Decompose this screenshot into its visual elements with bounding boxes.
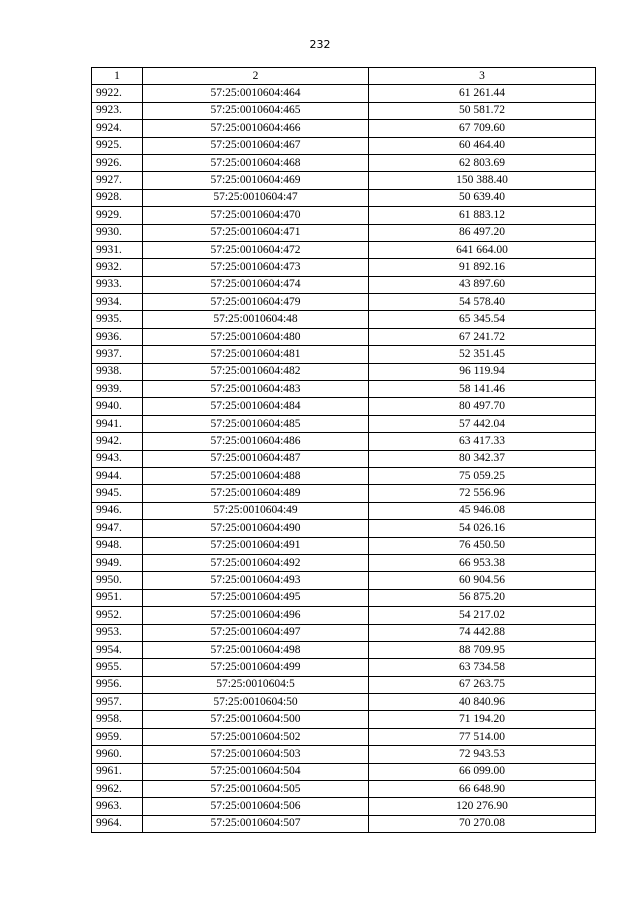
cadastral-value-cell: 63 734.58 [369,659,596,676]
cadastral-number-cell: 57:25:0010604:47 [143,189,369,206]
cadastral-value-cell: 54 217.02 [369,607,596,624]
table-body [92,85,596,833]
table-row [92,572,596,589]
cadastral-number-cell: 57:25:0010604:485 [143,415,369,432]
table-row [92,381,596,398]
cadastral-value-cell: 72 556.96 [369,485,596,502]
table-row [92,711,596,728]
table-row [92,798,596,815]
cadastral-number-cell: 57:25:0010604:471 [143,224,369,241]
row-number-cell: 9941. [92,415,143,432]
column-header-1: 1 [92,68,143,85]
row-number-cell: 9956. [92,676,143,693]
table-row [92,137,596,154]
cadastral-number-cell: 57:25:0010604:490 [143,520,369,537]
cadastral-number-cell: 57:25:0010604:487 [143,450,369,467]
table-row [92,746,596,763]
row-number-cell: 9957. [92,694,143,711]
cadastral-value-cell: 54 578.40 [369,294,596,311]
table-row [92,641,596,658]
row-number-cell: 9939. [92,381,143,398]
row-number-cell: 9935. [92,311,143,328]
cadastral-value-cell: 120 276.90 [369,798,596,815]
cadastral-number-cell: 57:25:0010604:484 [143,398,369,415]
cadastral-value-cell: 72 943.53 [369,746,596,763]
row-number-cell: 9964. [92,815,143,832]
cadastral-number-cell: 57:25:0010604:497 [143,624,369,641]
table-row [92,224,596,241]
cadastral-number-cell: 57:25:0010604:482 [143,363,369,380]
cadastral-value-cell: 74 442.88 [369,624,596,641]
row-number-cell: 9932. [92,259,143,276]
cadastral-value-cell: 66 099.00 [369,763,596,780]
cadastral-number-cell: 57:25:0010604:506 [143,798,369,815]
table-row [92,502,596,519]
cadastral-number-cell: 57:25:0010604:488 [143,467,369,484]
cadastral-value-cell: 70 270.08 [369,815,596,832]
table-row [92,154,596,171]
table-row [92,624,596,641]
table-row [92,363,596,380]
table-row [92,676,596,693]
cadastral-value-cell: 75 059.25 [369,467,596,484]
table-row [92,537,596,554]
row-number-cell: 9955. [92,659,143,676]
cadastral-value-cell: 61 261.44 [369,85,596,102]
table-row [92,120,596,137]
row-number-cell: 9927. [92,172,143,189]
cadastral-number-cell: 57:25:0010604:502 [143,728,369,745]
cadastral-value-cell: 80 342.37 [369,450,596,467]
row-number-cell: 9952. [92,607,143,624]
cadastral-number-cell: 57:25:0010604:498 [143,641,369,658]
cadastral-value-cell: 52 351.45 [369,346,596,363]
cadastral-value-cell: 50 639.40 [369,189,596,206]
cadastral-value-cell: 71 194.20 [369,711,596,728]
row-number-cell: 9924. [92,120,143,137]
row-number-cell: 9922. [92,85,143,102]
cadastral-value-cell: 641 664.00 [369,241,596,258]
cadastral-number-cell: 57:25:0010604:496 [143,607,369,624]
table-row [92,85,596,102]
cadastral-number-cell: 57:25:0010604:468 [143,154,369,171]
row-number-cell: 9953. [92,624,143,641]
cadastral-value-cell: 62 803.69 [369,154,596,171]
cadastral-number-cell: 57:25:0010604:467 [143,137,369,154]
row-number-cell: 9962. [92,781,143,798]
row-number-cell: 9946. [92,502,143,519]
cadastral-value-cell: 80 497.70 [369,398,596,415]
cadastral-value-cell: 60 904.56 [369,572,596,589]
cadastral-number-cell: 57:25:0010604:505 [143,781,369,798]
column-header-2: 2 [143,68,369,85]
cadastral-number-cell: 57:25:0010604:504 [143,763,369,780]
cadastral-number-cell: 57:25:0010604:465 [143,102,369,119]
cadastral-value-cell: 65 345.54 [369,311,596,328]
cadastral-number-cell: 57:25:0010604:493 [143,572,369,589]
cadastral-value-cell: 60 464.40 [369,137,596,154]
cadastral-value-cell: 150 388.40 [369,172,596,189]
table-row [92,172,596,189]
row-number-cell: 9945. [92,485,143,502]
cadastral-value-table [91,67,596,833]
cadastral-value-cell: 45 946.08 [369,502,596,519]
table-row [92,781,596,798]
row-number-cell: 9929. [92,207,143,224]
row-number-cell: 9954. [92,641,143,658]
row-number-cell: 9931. [92,241,143,258]
row-number-cell: 9950. [92,572,143,589]
row-number-cell: 9930. [92,224,143,241]
cadastral-number-cell: 57:25:0010604:495 [143,589,369,606]
table-row [92,763,596,780]
cadastral-number-cell: 57:25:0010604:479 [143,294,369,311]
table-row [92,276,596,293]
cadastral-value-cell: 43 897.60 [369,276,596,293]
cadastral-number-cell: 57:25:0010604:472 [143,241,369,258]
cadastral-number-cell: 57:25:0010604:464 [143,85,369,102]
row-number-cell: 9961. [92,763,143,780]
table-row [92,694,596,711]
cadastral-number-cell: 57:25:0010604:48 [143,311,369,328]
row-number-cell: 9960. [92,746,143,763]
cadastral-number-cell: 57:25:0010604:469 [143,172,369,189]
table-row [92,346,596,363]
cadastral-value-cell: 67 263.75 [369,676,596,693]
cadastral-number-cell: 57:25:0010604:486 [143,433,369,450]
cadastral-number-cell: 57:25:0010604:500 [143,711,369,728]
row-number-cell: 9938. [92,363,143,380]
cadastral-number-cell: 57:25:0010604:483 [143,381,369,398]
cadastral-number-cell: 57:25:0010604:507 [143,815,369,832]
cadastral-number-cell: 57:25:0010604:503 [143,746,369,763]
cadastral-value-cell: 63 417.33 [369,433,596,450]
table-row [92,728,596,745]
row-number-cell: 9936. [92,328,143,345]
cadastral-number-cell: 57:25:0010604:50 [143,694,369,711]
cadastral-value-cell: 77 514.00 [369,728,596,745]
row-number-cell: 9959. [92,728,143,745]
table-row [92,520,596,537]
table-row [92,189,596,206]
row-number-cell: 9934. [92,294,143,311]
cadastral-value-cell: 54 026.16 [369,520,596,537]
table-row [92,259,596,276]
cadastral-number-cell: 57:25:0010604:480 [143,328,369,345]
cadastral-number-cell: 57:25:0010604:474 [143,276,369,293]
cadastral-number-cell: 57:25:0010604:492 [143,554,369,571]
table-row [92,485,596,502]
row-number-cell: 9944. [92,467,143,484]
row-number-cell: 9951. [92,589,143,606]
cadastral-value-cell: 96 119.94 [369,363,596,380]
table-row [92,241,596,258]
table-row [92,450,596,467]
cadastral-value-cell: 67 709.60 [369,120,596,137]
cadastral-value-cell: 66 953.38 [369,554,596,571]
table-row [92,102,596,119]
table-row [92,398,596,415]
row-number-cell: 9926. [92,154,143,171]
cadastral-value-cell: 91 892.16 [369,259,596,276]
row-number-cell: 9923. [92,102,143,119]
table-row [92,467,596,484]
cadastral-value-cell: 88 709.95 [369,641,596,658]
row-number-cell: 9963. [92,798,143,815]
table-row [92,554,596,571]
cadastral-value-cell: 76 450.50 [369,537,596,554]
table-row [92,328,596,345]
cadastral-value-cell: 66 648.90 [369,781,596,798]
cadastral-value-cell: 57 442.04 [369,415,596,432]
table-row [92,659,596,676]
cadastral-value-cell: 61 883.12 [369,207,596,224]
row-number-cell: 9937. [92,346,143,363]
cadastral-value-cell: 67 241.72 [369,328,596,345]
row-number-cell: 9943. [92,450,143,467]
column-header-3: 3 [369,68,596,85]
table-header-row [92,68,596,85]
row-number-cell: 9949. [92,554,143,571]
cadastral-number-cell: 57:25:0010604:499 [143,659,369,676]
row-number-cell: 9933. [92,276,143,293]
cadastral-value-cell: 56 875.20 [369,589,596,606]
cadastral-number-cell: 57:25:0010604:491 [143,537,369,554]
row-number-cell: 9940. [92,398,143,415]
table-row [92,415,596,432]
cadastral-number-cell: 57:25:0010604:489 [143,485,369,502]
cadastral-value-cell: 50 581.72 [369,102,596,119]
cadastral-number-cell: 57:25:0010604:466 [143,120,369,137]
row-number-cell: 9925. [92,137,143,154]
cadastral-value-cell: 58 141.46 [369,381,596,398]
table-row [92,207,596,224]
table-row [92,311,596,328]
cadastral-number-cell: 57:25:0010604:473 [143,259,369,276]
cadastral-number-cell: 57:25:0010604:49 [143,502,369,519]
table-row [92,294,596,311]
table-row [92,607,596,624]
page-number: 232 [309,38,331,51]
row-number-cell: 9947. [92,520,143,537]
table-row [92,433,596,450]
cadastral-number-cell: 57:25:0010604:481 [143,346,369,363]
table-row [92,589,596,606]
cadastral-number-cell: 57:25:0010604:470 [143,207,369,224]
row-number-cell: 9942. [92,433,143,450]
cadastral-value-cell: 40 840.96 [369,694,596,711]
row-number-cell: 9928. [92,189,143,206]
cadastral-number-cell: 57:25:0010604:5 [143,676,369,693]
row-number-cell: 9958. [92,711,143,728]
row-number-cell: 9948. [92,537,143,554]
table-row [92,815,596,832]
cadastral-value-cell: 86 497.20 [369,224,596,241]
